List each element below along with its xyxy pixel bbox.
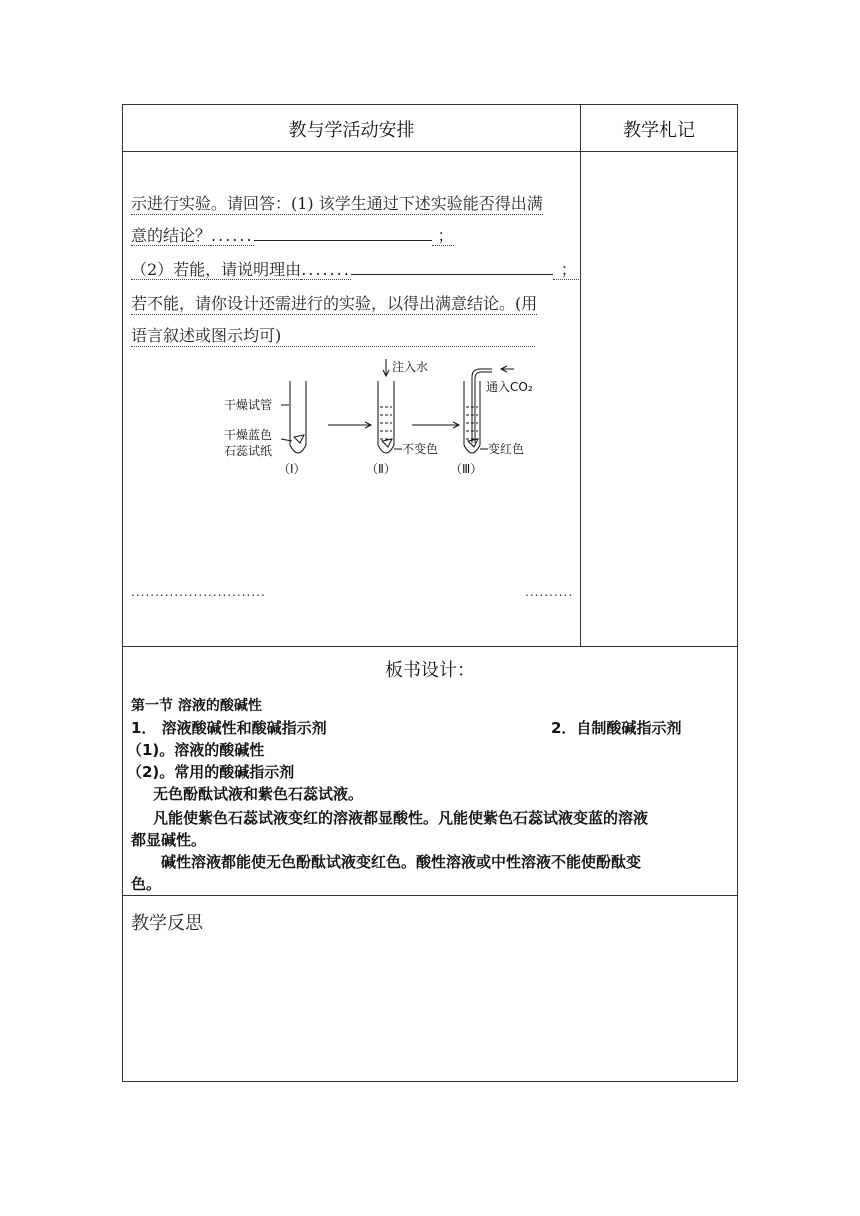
answer-blank-1 — [254, 226, 432, 241]
column-divider — [580, 105, 581, 646]
header-notes: 教学札记 — [623, 119, 695, 141]
board-p3b: 色。 — [131, 875, 162, 893]
no-change-label: 不变色 — [402, 442, 439, 456]
answer-blank-2 — [351, 260, 553, 275]
stage-2-label: （Ⅱ） — [366, 462, 396, 476]
litmus-paper-2 — [382, 439, 392, 447]
header-activities: 教与学活动安排 — [288, 119, 415, 141]
turn-red-label: 变红色 — [488, 442, 525, 456]
board-item-1: 1． 溶液酸碱性和酸碱指示剂 — [131, 719, 327, 737]
board-sub-1: （1)。溶液的酸碱性 — [127, 741, 265, 759]
semicolon-1: ； — [432, 226, 454, 246]
activity-line-3: （2）若能，请说明理由....... ； — [131, 257, 581, 280]
paper-label-1: 干燥蓝色 — [224, 428, 273, 442]
tube1-label: 干燥试管 — [224, 398, 273, 412]
litmus-paper-1 — [294, 435, 304, 443]
board-divider — [123, 646, 737, 647]
stage-3-label: （Ⅲ） — [450, 462, 483, 476]
litmus-paper-3 — [468, 439, 478, 447]
test-tube-1 — [290, 381, 306, 453]
reflection-divider — [123, 895, 737, 896]
activity-line-5-text: 语言叙述或图示均可) — [131, 323, 535, 347]
co2-label: 通入CO₂ — [486, 380, 533, 394]
board-p3a: 碱性溶液都能使无色酚酞试液变红色。酸性溶液或中性溶液不能使酚酞变 — [161, 853, 642, 871]
board-p2b: 都显碱性。 — [131, 831, 207, 849]
question-2-text: （2）若能，请说明理由 — [131, 260, 302, 279]
water-label: 注入水 — [392, 360, 429, 374]
board-item-2: 2．自制酸碱指示剂 — [551, 719, 682, 737]
paper-label-2: 石蕊试纸 — [224, 444, 273, 458]
semicolon-2: ； — [553, 260, 581, 280]
board-p1: 无色酚酞试液和紫色石蕊试液。 — [153, 785, 364, 803]
answer-dots-left: ............................ — [131, 585, 266, 599]
activity-line-1: 示进行实验。请回答：(1) 该学生通过下述实验能否得出满 — [131, 191, 543, 215]
activity-line-5 — [131, 323, 535, 347]
board-p2a: 凡能使紫色石蕊试液变红的溶液都显酸性。凡能使紫色石蕊试液变蓝的溶液 — [153, 809, 649, 827]
activity-line-2: 意的结论？...... ； — [131, 226, 454, 245]
question-1-text: 意的结论？ — [131, 226, 212, 245]
stage-1-label: （Ⅰ） — [278, 462, 306, 476]
board-section: 第一节 溶液的酸碱性 — [131, 698, 262, 714]
lesson-table — [122, 104, 738, 1082]
activity-line-4: 若不能，请你设计还需进行的实验，以得出满意结论。(用 — [131, 291, 537, 315]
board-sub-2: （2)。常用的酸碱指示剂 — [127, 763, 295, 781]
reflection-title: 教学反思 — [131, 913, 203, 934]
board-title: 板书设计： — [385, 660, 475, 681]
experiment-figure — [218, 357, 538, 487]
answer-dots-right: .......... — [525, 585, 574, 599]
